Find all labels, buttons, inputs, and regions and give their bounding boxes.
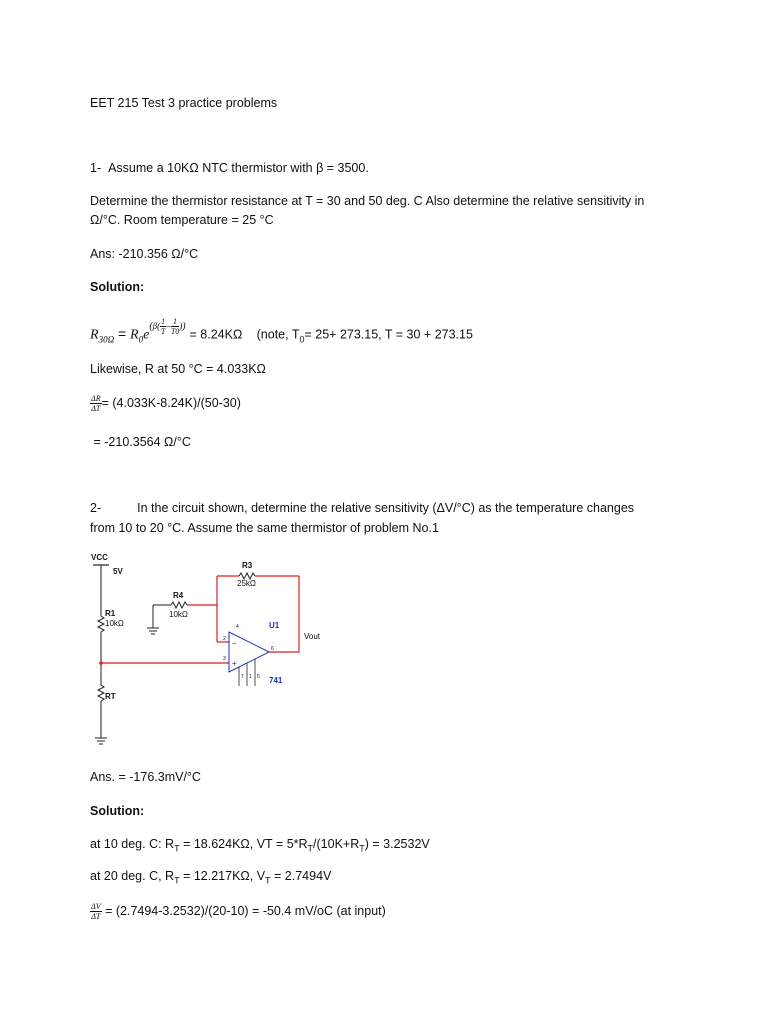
problem-2-solution-label: Solution: — [90, 804, 145, 818]
delta-v-fraction — [90, 902, 102, 921]
eq-equals: = — [117, 325, 127, 342]
r4-label: R4 — [173, 591, 184, 600]
eq-frac-1-den: T — [160, 327, 166, 337]
problem-1-solution-label: Solution: — [90, 280, 145, 294]
pin-7: 7 — [241, 674, 244, 680]
problem-2-number: 2- — [90, 501, 102, 515]
opamp-plus: + — [232, 659, 237, 668]
problem-2-statement-line2: from 10 to 20 °C. Assume the same thermistor of problem No.1 — [90, 521, 439, 535]
delta-v-den: ΔT — [91, 912, 101, 921]
eq-lhs-subscript: 30Ω — [98, 334, 115, 345]
vcc-label: VCC — [91, 553, 108, 562]
delta-r-fraction — [90, 394, 102, 413]
r3-label: R3 — [242, 561, 253, 570]
line20-part-c: = 2.7494V — [274, 869, 332, 883]
problem-2-statement-line1 — [90, 500, 634, 516]
r4-resistor — [171, 602, 187, 608]
r1-value: 10kΩ — [105, 619, 124, 628]
eq-note: (note, T — [256, 327, 300, 342]
problem-2-text-line1: In the circuit shown, determine the relative sensitivity (ΔV/°C) as the temperature changes — [137, 501, 635, 515]
line20-sub-2: T — [265, 875, 271, 886]
eq-frac-2-den: T0 — [170, 327, 180, 337]
delta-v-expression: = (2.7494-3.2532)/(20-10) = -50.4 mV/oC (at input) — [105, 903, 386, 918]
eq-exponential: e — [143, 327, 150, 343]
delta-r-result — [90, 434, 191, 450]
delta-r-expression: = (4.033K-8.24K)/(50-30) — [101, 395, 241, 410]
delta-r-line — [90, 394, 241, 413]
line10-part-b: = 18.624KΩ, VT = 5*R — [183, 837, 308, 851]
u1-label: U1 — [269, 621, 280, 630]
line10-sub-2: T — [307, 843, 314, 854]
line20-part-b: = 12.217KΩ, V — [183, 869, 266, 883]
r1-label: R1 — [105, 609, 116, 618]
delta-r-num: ΔR — [91, 394, 101, 403]
eq-note-sub: 0 — [299, 334, 305, 345]
delta-r-result-text: = -210.3564 Ω/°C — [93, 435, 191, 449]
delta-v-num: ΔV — [91, 902, 101, 911]
problem-1-answer: Ans: -210.356 Ω/°C — [90, 247, 199, 261]
eq-frac-2-num: 1 — [171, 317, 179, 327]
eq-frac-1-num: 1 — [161, 317, 166, 327]
r3-value: 25kΩ — [237, 579, 256, 588]
eq-result: = 8.24KΩ — [189, 327, 243, 342]
circuit-diagram — [85, 548, 345, 753]
eq-lhs-symbol: R — [90, 327, 99, 343]
vout-label: Vout — [304, 632, 321, 641]
rt-thermistor — [98, 685, 104, 701]
line10-sub-3: T — [359, 843, 365, 854]
pin-2: 2 — [223, 636, 226, 642]
solution-10deg-line — [90, 836, 430, 857]
delta-v-line — [90, 902, 386, 921]
opamp-minus: − — [232, 639, 237, 648]
thermistor-equation — [90, 317, 473, 349]
line10-part-c: /(10K+R — [313, 837, 360, 851]
vcc-value: 5V — [113, 567, 123, 576]
eq-note-rest: = 25+ 273.15, T = 30 + 273.15 — [304, 327, 473, 342]
problem-2-answer: Ans. = -176.3mV/°C — [90, 770, 201, 784]
r4-value: 10kΩ — [169, 610, 188, 619]
r1-resistor — [98, 616, 104, 632]
eq-exponent-beta: β — [152, 321, 158, 331]
pin-3: 3 — [223, 656, 226, 662]
eq-rhs-symbol: R — [130, 327, 139, 343]
eq-rhs-subscript: 0 — [138, 334, 144, 345]
pin-1: 1 — [249, 674, 252, 680]
pin-6: 6 — [271, 646, 274, 652]
delta-r-den: ΔT — [91, 404, 101, 413]
problem-1-number: 1- — [90, 161, 102, 175]
pin-5: 5 — [257, 674, 260, 680]
eq-frac-2 — [171, 317, 179, 336]
page-title: EET 215 Test 3 practice problems — [90, 96, 278, 110]
eq-exponent: (β( 1 T − 1 T0 )) — [149, 317, 186, 337]
problem-1-determine-line1: Determine the thermistor resistance at T = 30 and 50 deg. C Also determine the relative sensitivity in — [90, 194, 645, 208]
likewise-line: Likewise, R at 50 °C = 4.033KΩ — [90, 362, 266, 376]
opamp-model-label: 741 — [269, 676, 283, 685]
line10-sub-1: T — [174, 843, 180, 854]
problem-1-statement — [90, 160, 369, 176]
line10-part-a: at 10 deg. C: R — [90, 837, 175, 851]
line20-part-a: at 20 deg. C, R — [90, 869, 175, 883]
rt-label: RT — [105, 692, 116, 701]
solution-20deg-line — [90, 868, 331, 889]
pin-4: 4 — [236, 624, 239, 630]
line10-part-d: ) = 3.2532V — [364, 837, 430, 851]
problem-1-determine-line2: Ω/°C. Room temperature = 25 °C — [90, 213, 274, 227]
line20-sub-1: T — [174, 875, 180, 886]
problem-1-text: Assume a 10KΩ NTC thermistor with β = 3500. — [108, 161, 369, 175]
